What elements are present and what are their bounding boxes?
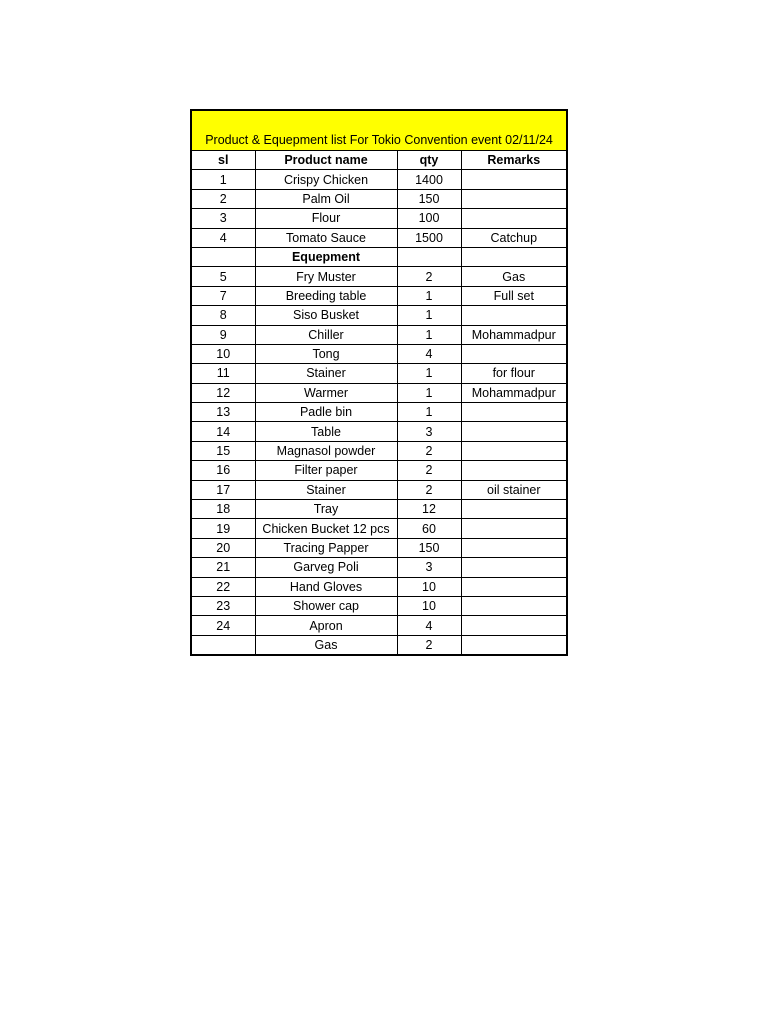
table-row <box>191 228 567 247</box>
cell-remarks <box>461 577 567 596</box>
cell-remarks: for flour <box>461 364 567 383</box>
cell-remarks <box>461 635 567 655</box>
cell-sl: 1 <box>191 170 255 189</box>
cell-qty: 10 <box>397 577 461 596</box>
cell-sl: 4 <box>191 228 255 247</box>
cell-sl: 12 <box>191 383 255 402</box>
equipment-section <box>191 247 567 266</box>
cell-remarks: Full set <box>461 286 567 305</box>
cell-qty: 150 <box>397 538 461 557</box>
cell-sl: 13 <box>191 403 255 422</box>
cell-product-name: Breeding table <box>255 286 397 305</box>
cell-sl: 5 <box>191 267 255 286</box>
cell-qty: 1400 <box>397 170 461 189</box>
table-row <box>191 286 567 305</box>
table-row <box>191 441 567 460</box>
cell-qty: 1 <box>397 403 461 422</box>
cell-qty: 100 <box>397 209 461 228</box>
cell-remarks <box>461 189 567 208</box>
table-row <box>191 189 567 208</box>
cell-product-name: Chicken Bucket 12 pcs <box>255 519 397 538</box>
cell-remarks <box>461 403 567 422</box>
table-row <box>191 596 567 615</box>
cell-product-name: Tong <box>255 344 397 363</box>
cell-qty: 1 <box>397 306 461 325</box>
section-sl-cell <box>191 247 255 266</box>
cell-remarks <box>461 441 567 460</box>
cell-remarks <box>461 170 567 189</box>
cell-qty: 2 <box>397 635 461 655</box>
cell-product-name: Garveg Poli <box>255 558 397 577</box>
cell-sl: 21 <box>191 558 255 577</box>
cell-remarks: Mohammadpur <box>461 325 567 344</box>
table-row <box>191 170 567 189</box>
cell-remarks <box>461 616 567 635</box>
cell-qty: 150 <box>397 189 461 208</box>
table-row <box>191 461 567 480</box>
cell-product-name: Tray <box>255 500 397 519</box>
cell-sl: 22 <box>191 577 255 596</box>
section-remarks-cell <box>461 247 567 266</box>
cell-remarks: Catchup <box>461 228 567 247</box>
cell-remarks <box>461 422 567 441</box>
cell-product-name: Stainer <box>255 480 397 499</box>
cell-sl: 10 <box>191 344 255 363</box>
cell-product-name: Padle bin <box>255 403 397 422</box>
cell-remarks: oil stainer <box>461 480 567 499</box>
equipment-section-label: Equepment <box>255 247 397 266</box>
cell-product-name: Magnasol powder <box>255 441 397 460</box>
cell-product-name: Shower cap <box>255 596 397 615</box>
table-row <box>191 306 567 325</box>
cell-remarks <box>461 596 567 615</box>
cell-product-name: Tomato Sauce <box>255 228 397 247</box>
cell-qty: 12 <box>397 500 461 519</box>
table-row <box>191 577 567 596</box>
cell-product-name: Filter paper <box>255 461 397 480</box>
cell-qty: 4 <box>397 616 461 635</box>
header-row <box>191 151 567 170</box>
cell-sl: 2 <box>191 189 255 208</box>
cell-sl: 20 <box>191 538 255 557</box>
cell-sl: 17 <box>191 480 255 499</box>
cell-qty: 4 <box>397 344 461 363</box>
cell-remarks <box>461 209 567 228</box>
table-row <box>191 209 567 228</box>
cell-qty: 10 <box>397 596 461 615</box>
cell-qty: 2 <box>397 480 461 499</box>
table-row <box>191 519 567 538</box>
cell-product-name: Crispy Chicken <box>255 170 397 189</box>
cell-product-name: Stainer <box>255 364 397 383</box>
table-row <box>191 538 567 557</box>
cell-sl: 15 <box>191 441 255 460</box>
cell-product-name: Fry Muster <box>255 267 397 286</box>
cell-qty: 1 <box>397 364 461 383</box>
cell-remarks <box>461 538 567 557</box>
cell-remarks <box>461 461 567 480</box>
cell-product-name: Flour <box>255 209 397 228</box>
section-row <box>191 247 567 266</box>
table-row <box>191 558 567 577</box>
cell-remarks <box>461 306 567 325</box>
cell-qty: 1 <box>397 325 461 344</box>
cell-remarks <box>461 500 567 519</box>
cell-qty: 3 <box>397 558 461 577</box>
table-row <box>191 422 567 441</box>
cell-product-name: Hand Gloves <box>255 577 397 596</box>
cell-sl: 14 <box>191 422 255 441</box>
table-row <box>191 364 567 383</box>
cell-qty: 3 <box>397 422 461 441</box>
cell-qty: 1 <box>397 286 461 305</box>
cell-sl: 9 <box>191 325 255 344</box>
cell-qty: 2 <box>397 267 461 286</box>
cell-product-name: Chiller <box>255 325 397 344</box>
column-header-remarks: Remarks <box>461 151 567 170</box>
cell-product-name: Siso Busket <box>255 306 397 325</box>
cell-sl: 8 <box>191 306 255 325</box>
cell-sl: 7 <box>191 286 255 305</box>
cell-sl: 18 <box>191 500 255 519</box>
cell-product-name: Palm Oil <box>255 189 397 208</box>
products-body <box>191 170 567 248</box>
cell-sl: 11 <box>191 364 255 383</box>
cell-sl: 16 <box>191 461 255 480</box>
table-row <box>191 383 567 402</box>
cell-product-name: Gas <box>255 635 397 655</box>
equipment-body <box>191 267 567 655</box>
cell-sl: 19 <box>191 519 255 538</box>
cell-sl: 24 <box>191 616 255 635</box>
cell-product-name: Table <box>255 422 397 441</box>
section-qty-cell <box>397 247 461 266</box>
column-header-product-name: Product name <box>255 151 397 170</box>
cell-remarks <box>461 558 567 577</box>
table-row <box>191 403 567 422</box>
cell-remarks <box>461 519 567 538</box>
cell-sl: 23 <box>191 596 255 615</box>
column-header-sl: sl <box>191 151 255 170</box>
cell-product-name: Warmer <box>255 383 397 402</box>
cell-qty: 1500 <box>397 228 461 247</box>
table-row <box>191 344 567 363</box>
cell-product-name: Apron <box>255 616 397 635</box>
cell-sl <box>191 635 255 655</box>
table-row <box>191 325 567 344</box>
table-title: Product & Equepment list For Tokio Convention event 02/11/24 <box>191 110 567 151</box>
table-row <box>191 616 567 635</box>
cell-product-name: Tracing Papper <box>255 538 397 557</box>
column-header-qty: qty <box>397 151 461 170</box>
table-row <box>191 500 567 519</box>
cell-qty: 60 <box>397 519 461 538</box>
cell-remarks: Mohammadpur <box>461 383 567 402</box>
table-row <box>191 267 567 286</box>
cell-qty: 1 <box>397 383 461 402</box>
product-equipment-table <box>190 109 568 656</box>
cell-remarks <box>461 344 567 363</box>
cell-qty: 2 <box>397 461 461 480</box>
cell-qty: 2 <box>397 441 461 460</box>
cell-sl: 3 <box>191 209 255 228</box>
table-row <box>191 480 567 499</box>
cell-remarks: Gas <box>461 267 567 286</box>
table-row <box>191 635 567 655</box>
